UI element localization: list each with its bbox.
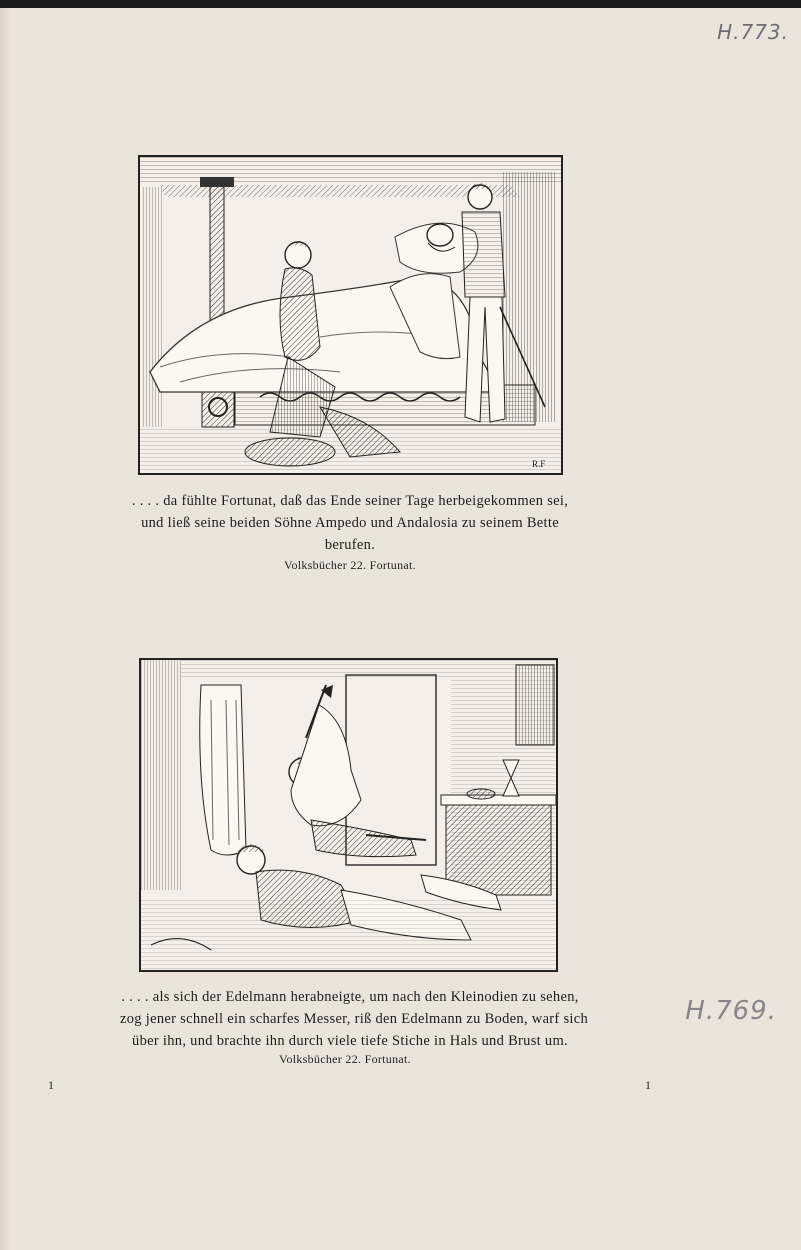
page-number-left: 1 (48, 1078, 54, 1092)
dagger-attack-engraving (141, 660, 556, 970)
caption-line: über ihn, und brachte ihn durch viele tiefe Stiche in Hals und Brust um. (132, 1033, 568, 1049)
illustration-dagger-attack (139, 658, 558, 972)
illustration-deathbed (138, 155, 563, 475)
caption-line: zog jener schnell ein scharfes Messer, riß den Edelmann zu Boden, warf sich (120, 1011, 589, 1027)
source-reference: Volksbücher 22. Fortunat. (284, 558, 416, 572)
archive-number-top: H.773. (717, 20, 789, 44)
caption-line: und ließ seine beiden Söhne Ampedo und Andalosia zu seinem Bette (141, 515, 559, 531)
artist-monogram: R.F (532, 459, 546, 469)
archive-number-bottom: H.769. (685, 996, 777, 1026)
source-reference: Volksbücher 22. Fortunat. (279, 1052, 411, 1066)
book-page (0, 8, 801, 1250)
caption-line: . . . . als sich der Edelmann herabneigte, um nach den Kleinodien zu sehen, (121, 989, 579, 1005)
caption-line: berufen. (324, 537, 376, 553)
caption-deathbed (120, 490, 580, 556)
caption-dagger-attack (120, 986, 589, 1052)
caption-line: . . . . da fühlte Fortunat, daß das Ende seiner Tage herbeigekommen sei, (131, 493, 569, 509)
deathbed-engraving (140, 157, 561, 473)
page-number-right: 1 (645, 1078, 651, 1092)
